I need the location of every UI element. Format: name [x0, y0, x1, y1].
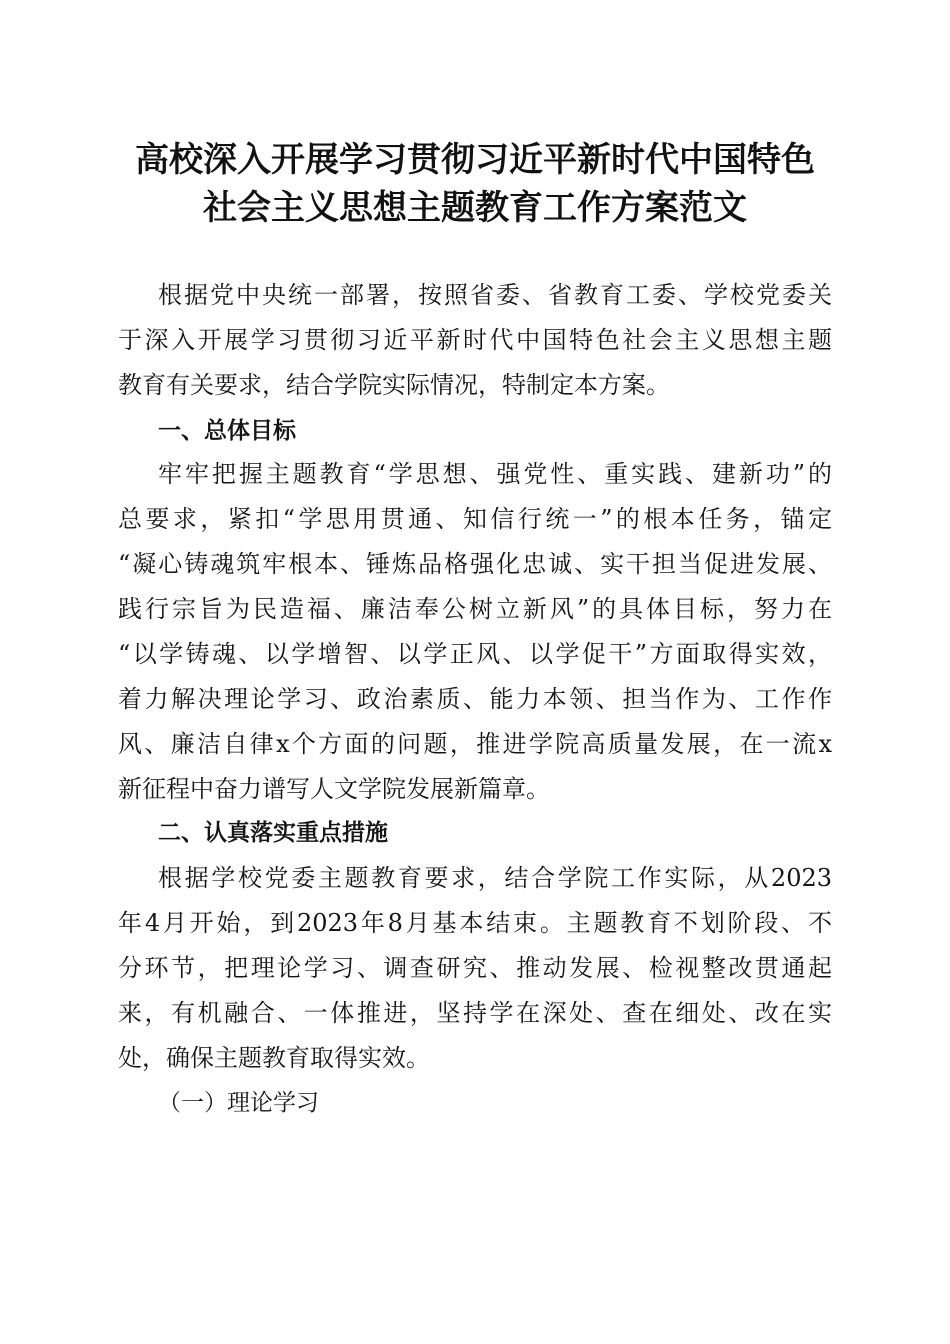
section1-paragraph-line: 总要求，紧扣“学思用贯通、知信行统一”的根本任务，锚定 [118, 505, 832, 533]
document-title-line-1: 高校深入开展学习贯彻习近平新时代中国特色 [135, 140, 815, 180]
document-title-line-2: 社会主义思想主题教育工作方案范文 [203, 188, 747, 228]
intro-paragraph-line: 于深入开展学习贯彻习近平新时代中国特色社会主义思想主题 [118, 326, 832, 354]
intro-paragraph-line: 根据党中央统一部署，按照省委、省教育工委、学校党委关 [158, 281, 832, 309]
section1-paragraph-line: 风、廉洁自律x个方面的问题，推进学院高质量发展，在一流x [118, 730, 832, 758]
intro-paragraph-line: 教育有关要求，结合学院实际情况，特制定本方案。 [118, 371, 670, 399]
section2-paragraph-line: 年4月开始，到2023年8月基本结束。主题教育不划阶段、不 [118, 909, 832, 937]
section2-paragraph-line: 来，有机融合、一体推进，坚持学在深处、查在细处、改在实 [118, 999, 832, 1027]
section1-paragraph-line: “以学铸魂、以学增智、以学正风、以学促干”方面取得实效， [118, 640, 832, 668]
section1-paragraph-line: 新征程中奋力谱写人文学院发展新篇章。 [118, 775, 550, 803]
section1-paragraph-line: 牢牢把握主题教育“学思想、强党性、重实践、建新功”的 [158, 460, 832, 488]
section2-paragraph-line: 根据学校党委主题教育要求，结合学院工作实际，从2023 [158, 864, 832, 892]
section1-paragraph-line: 着力解决理论学习、政治素质、能力本领、担当作为、工作作 [118, 685, 832, 713]
section1-paragraph-line: 践行宗旨为民造福、廉洁奉公树立新风”的具体目标，努力在 [118, 595, 832, 623]
section-heading-key-measures: 二、认真落实重点措施 [158, 820, 388, 846]
subsection-heading-theory-study: （一）理论学习 [158, 1090, 319, 1116]
section2-paragraph-line: 处，确保主题教育取得实效。 [118, 1044, 430, 1072]
section-heading-overall-goal: 一、总体目标 [158, 418, 296, 444]
section1-paragraph-line: “凝心铸魂筑牢根本、锤炼品格强化忠诚、实干担当促进发展、 [118, 550, 832, 578]
section2-paragraph-line: 分环节，把理论学习、调查研究、推动发展、检视整改贯通起 [118, 954, 832, 982]
